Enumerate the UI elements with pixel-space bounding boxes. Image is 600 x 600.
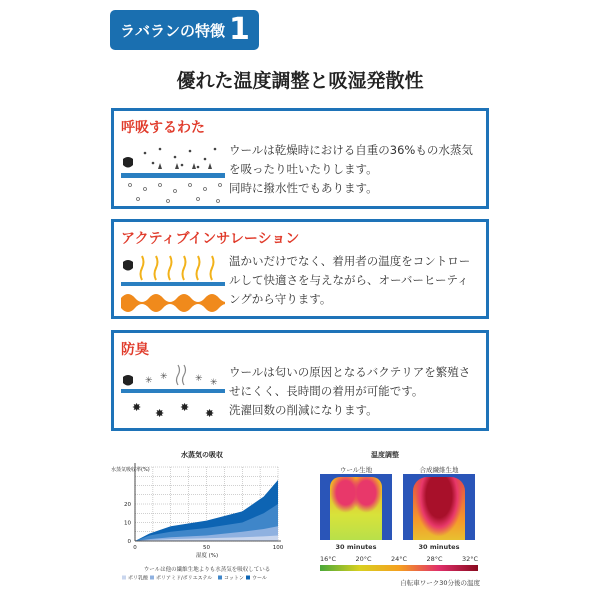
y-tick-label: 20 [124,502,131,508]
chart-caption: ウールは他の繊維生地よりも水蒸気を吸収している [143,567,271,573]
wool-thermal-image [320,474,392,540]
svg-text:✸: ✸ [132,401,142,414]
text-line: を吸ったり吐いたりします。 [229,162,378,176]
sheep-deodorize-icon [120,361,225,429]
thermal-comparison [300,445,500,595]
text-line: せにくく、長時間の着用が可能です。 [229,384,424,398]
legend-label: コットン [224,575,244,582]
card-text [229,141,484,198]
legend-label: ポリ乳酸 [128,575,149,582]
badge-number: 1 [229,12,250,47]
thermo-title: 温度調整 [371,451,399,459]
synthetic-label: 合成繊維生地 [419,466,459,474]
svg-text:✳: ✳ [145,376,153,386]
card-heading: 呼吸するわた [121,120,205,136]
y-tick-label: 10 [124,520,131,527]
x-tick-label: 50 [203,545,210,551]
x-tick-label: 100 [272,545,284,551]
legend-swatch [122,576,126,580]
scale-label: 20°C [355,555,372,563]
sheep-insulation-icon [120,250,225,318]
card-heading: アクティブインサレーション [121,231,300,247]
svg-text:✸: ✸ [205,407,215,420]
scale-label: 16°C [320,555,337,563]
legend-label: ウール [252,575,267,582]
feature-card-deodorize [111,330,489,431]
y-tick-label: 0 [127,539,131,545]
temperature-color-bar [320,565,478,571]
wool-label: ウール生地 [339,466,373,474]
text-line: ングから守ります。 [229,292,332,306]
synthetic-thermal-image [403,474,475,540]
badge-text: ラバランの特徴 [120,21,226,40]
feature-card-breathing [111,108,489,209]
scale-label: 28°C [426,555,443,563]
thermo-caption: 自転車ワーク30分後の温度 [400,579,480,587]
synthetic-time: 30 minutes [418,543,460,551]
legend-label: ポリアミド/ポリエステル [156,575,213,582]
x-axis-label: 湿度 (%) [195,553,219,559]
svg-text:✸: ✸ [180,401,190,414]
svg-text:✳: ✳ [160,372,168,382]
temperature-scale-labels [320,555,478,563]
absorption-chart [110,445,295,595]
scale-label: 32°C [461,555,478,563]
y-axis-label: 水蒸気吸収率(%) [111,467,150,473]
scale-label: 24°C [390,555,408,563]
text-line: ルして快適さを与えながら、オーバーヒーティ [229,273,469,287]
card-text [229,363,484,420]
legend-swatch [246,576,250,580]
sheep-breathing-icon [120,139,225,207]
feature-card-insulation [111,219,489,319]
legend-swatch [218,576,222,580]
feature-badge [110,10,259,50]
page-title: 優れた温度調整と吸湿発散性 [176,70,424,92]
text-line: 温かいだけでなく、着用者の温度をコントロー [229,254,471,268]
chart-svg [110,445,295,595]
legend-swatch [150,576,154,580]
text-line: ウールは匂いの原因となるバクテリアを繁殖さ [229,365,471,379]
card-text [229,252,484,309]
svg-text:✸: ✸ [155,407,165,420]
wool-time: 30 minutes [335,543,377,551]
svg-text:✳: ✳ [210,378,218,388]
text-line: ウールは乾燥時における自重の36%もの水蒸気 [229,143,473,157]
x-tick-label: 0 [133,545,137,551]
chart-title: 水蒸気の吸収 [181,451,223,459]
text-line: 同時に撥水性でもあります。 [229,181,378,195]
svg-text:✳: ✳ [195,374,203,384]
card-heading: 防臭 [121,342,149,358]
text-line: 洗濯回数の削減になります。 [229,403,378,417]
